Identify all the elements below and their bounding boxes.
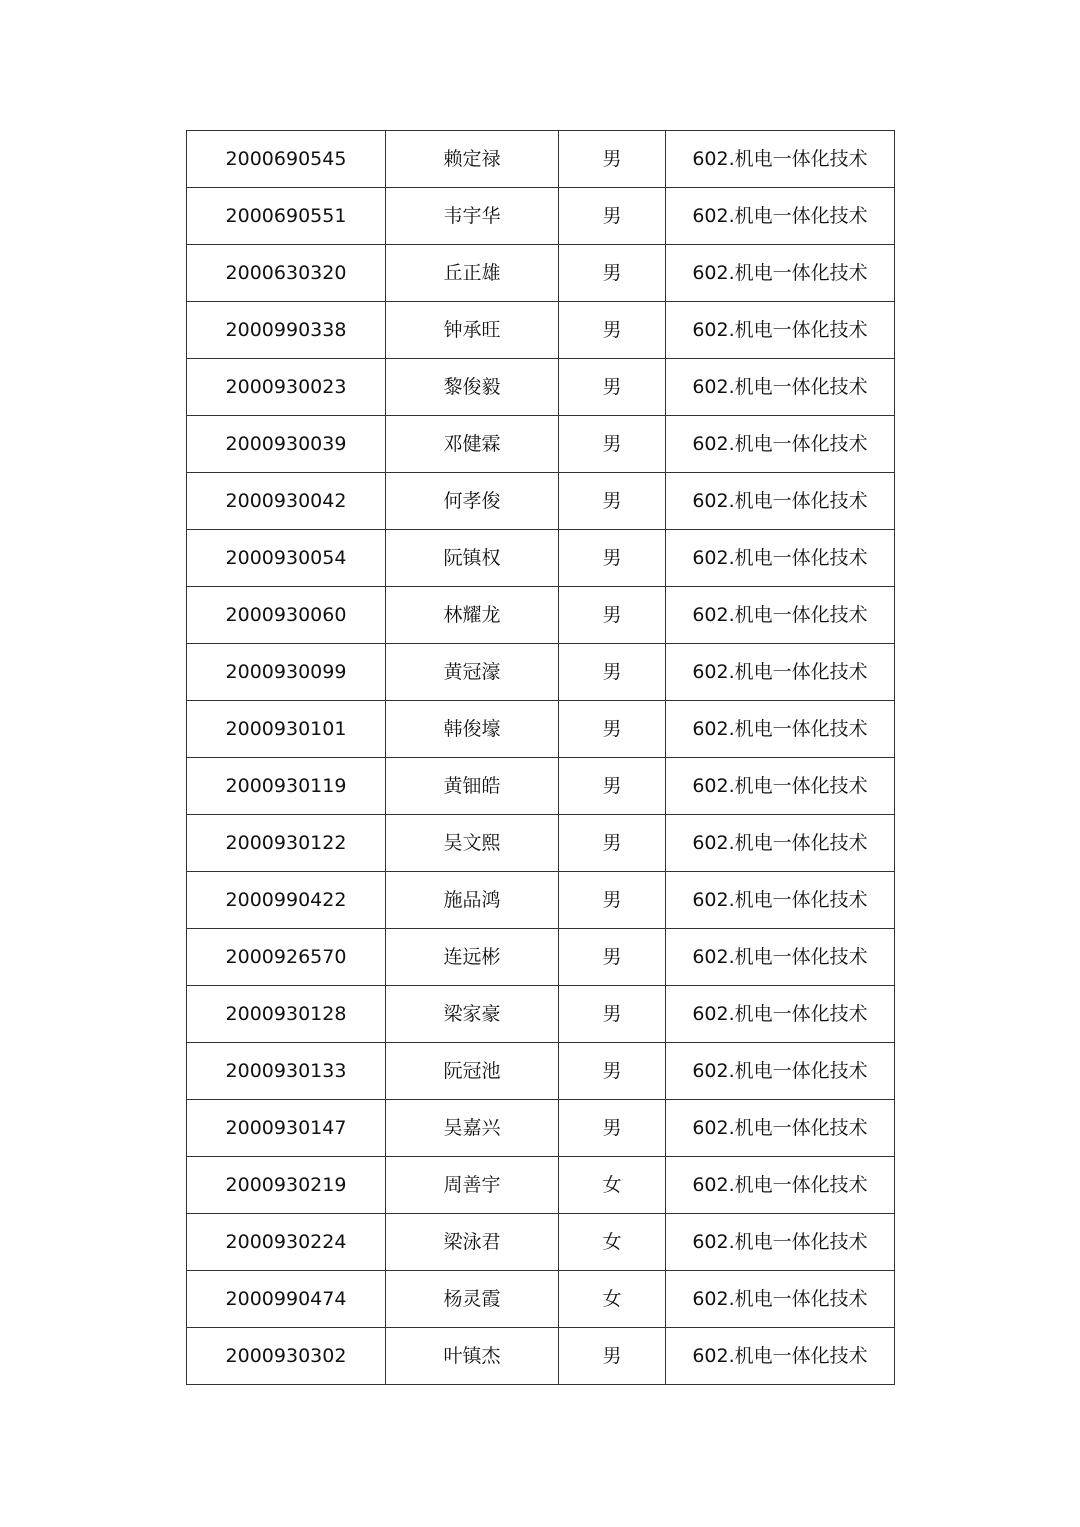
student-id-cell: 2000930128 xyxy=(187,986,386,1043)
gender-cell: 男 xyxy=(559,872,666,929)
student-name-cell: 黄冠濠 xyxy=(386,644,559,701)
student-id-cell: 2000930133 xyxy=(187,1043,386,1100)
gender-cell: 女 xyxy=(559,1157,666,1214)
table-row xyxy=(187,644,895,701)
gender-cell: 男 xyxy=(559,530,666,587)
table-row xyxy=(187,587,895,644)
major-cell: 602.机电一体化技术 xyxy=(666,302,895,359)
table-row xyxy=(187,530,895,587)
major-cell: 602.机电一体化技术 xyxy=(666,1157,895,1214)
gender-cell: 男 xyxy=(559,416,666,473)
gender-cell: 男 xyxy=(559,587,666,644)
student-name-cell: 赖定禄 xyxy=(386,131,559,188)
major-cell: 602.机电一体化技术 xyxy=(666,1328,895,1385)
major-cell: 602.机电一体化技术 xyxy=(666,1271,895,1328)
student-id-cell: 2000990422 xyxy=(187,872,386,929)
student-id-cell: 2000930119 xyxy=(187,758,386,815)
student-name-cell: 梁家豪 xyxy=(386,986,559,1043)
table-row xyxy=(187,1043,895,1100)
student-id-cell: 2000930101 xyxy=(187,701,386,758)
major-cell: 602.机电一体化技术 xyxy=(666,986,895,1043)
student-id-cell: 2000930023 xyxy=(187,359,386,416)
student-id-cell: 2000930219 xyxy=(187,1157,386,1214)
table-row xyxy=(187,872,895,929)
gender-cell: 男 xyxy=(559,1043,666,1100)
gender-cell: 男 xyxy=(559,758,666,815)
student-name-cell: 何孝俊 xyxy=(386,473,559,530)
table-row xyxy=(187,1214,895,1271)
student-id-cell: 2000990474 xyxy=(187,1271,386,1328)
gender-cell: 男 xyxy=(559,131,666,188)
student-name-cell: 叶镇杰 xyxy=(386,1328,559,1385)
student-name-cell: 周善宇 xyxy=(386,1157,559,1214)
student-id-cell: 2000930099 xyxy=(187,644,386,701)
gender-cell: 男 xyxy=(559,929,666,986)
student-name-cell: 丘正雄 xyxy=(386,245,559,302)
student-id-cell: 2000926570 xyxy=(187,929,386,986)
student-name-cell: 钟承旺 xyxy=(386,302,559,359)
major-cell: 602.机电一体化技术 xyxy=(666,872,895,929)
gender-cell: 女 xyxy=(559,1214,666,1271)
gender-cell: 男 xyxy=(559,473,666,530)
student-id-cell: 2000930302 xyxy=(187,1328,386,1385)
table-row xyxy=(187,758,895,815)
gender-cell: 男 xyxy=(559,245,666,302)
table-row xyxy=(187,929,895,986)
major-cell: 602.机电一体化技术 xyxy=(666,644,895,701)
student-name-cell: 吴文熙 xyxy=(386,815,559,872)
major-cell: 602.机电一体化技术 xyxy=(666,473,895,530)
table-row xyxy=(187,1328,895,1385)
gender-cell: 男 xyxy=(559,1328,666,1385)
student-name-cell: 黄钿皓 xyxy=(386,758,559,815)
student-roster-table xyxy=(186,130,895,1385)
major-cell: 602.机电一体化技术 xyxy=(666,1100,895,1157)
gender-cell: 男 xyxy=(559,644,666,701)
student-id-cell: 2000690551 xyxy=(187,188,386,245)
table-row xyxy=(187,416,895,473)
student-name-cell: 林耀龙 xyxy=(386,587,559,644)
table-row xyxy=(187,188,895,245)
student-name-cell: 阮镇权 xyxy=(386,530,559,587)
major-cell: 602.机电一体化技术 xyxy=(666,245,895,302)
major-cell: 602.机电一体化技术 xyxy=(666,1214,895,1271)
table-row xyxy=(187,131,895,188)
gender-cell: 男 xyxy=(559,359,666,416)
gender-cell: 男 xyxy=(559,188,666,245)
student-name-cell: 梁泳君 xyxy=(386,1214,559,1271)
student-name-cell: 吴嘉兴 xyxy=(386,1100,559,1157)
student-name-cell: 施品鸿 xyxy=(386,872,559,929)
table-row xyxy=(187,302,895,359)
major-cell: 602.机电一体化技术 xyxy=(666,131,895,188)
gender-cell: 女 xyxy=(559,1271,666,1328)
student-id-cell: 2000930042 xyxy=(187,473,386,530)
major-cell: 602.机电一体化技术 xyxy=(666,416,895,473)
student-id-cell: 2000990338 xyxy=(187,302,386,359)
table-row xyxy=(187,986,895,1043)
table-row xyxy=(187,1100,895,1157)
table-row xyxy=(187,473,895,530)
student-id-cell: 2000930054 xyxy=(187,530,386,587)
student-name-cell: 黎俊毅 xyxy=(386,359,559,416)
table-row xyxy=(187,245,895,302)
gender-cell: 男 xyxy=(559,701,666,758)
student-id-cell: 2000930060 xyxy=(187,587,386,644)
table-row xyxy=(187,1157,895,1214)
table-row xyxy=(187,1271,895,1328)
major-cell: 602.机电一体化技术 xyxy=(666,758,895,815)
student-name-cell: 韩俊壕 xyxy=(386,701,559,758)
student-id-cell: 2000930224 xyxy=(187,1214,386,1271)
major-cell: 602.机电一体化技术 xyxy=(666,530,895,587)
major-cell: 602.机电一体化技术 xyxy=(666,929,895,986)
major-cell: 602.机电一体化技术 xyxy=(666,188,895,245)
student-name-cell: 邓健霖 xyxy=(386,416,559,473)
major-cell: 602.机电一体化技术 xyxy=(666,587,895,644)
gender-cell: 男 xyxy=(559,302,666,359)
student-name-cell: 韦宇华 xyxy=(386,188,559,245)
major-cell: 602.机电一体化技术 xyxy=(666,359,895,416)
gender-cell: 男 xyxy=(559,986,666,1043)
student-id-cell: 2000930039 xyxy=(187,416,386,473)
major-cell: 602.机电一体化技术 xyxy=(666,1043,895,1100)
student-id-cell: 2000930147 xyxy=(187,1100,386,1157)
student-id-cell: 2000930122 xyxy=(187,815,386,872)
student-name-cell: 阮冠池 xyxy=(386,1043,559,1100)
major-cell: 602.机电一体化技术 xyxy=(666,701,895,758)
table-row xyxy=(187,815,895,872)
gender-cell: 男 xyxy=(559,815,666,872)
table-row xyxy=(187,701,895,758)
student-name-cell: 连远彬 xyxy=(386,929,559,986)
student-id-cell: 2000690545 xyxy=(187,131,386,188)
gender-cell: 男 xyxy=(559,1100,666,1157)
table-row xyxy=(187,359,895,416)
student-name-cell: 杨灵霞 xyxy=(386,1271,559,1328)
major-cell: 602.机电一体化技术 xyxy=(666,815,895,872)
student-id-cell: 2000630320 xyxy=(187,245,386,302)
